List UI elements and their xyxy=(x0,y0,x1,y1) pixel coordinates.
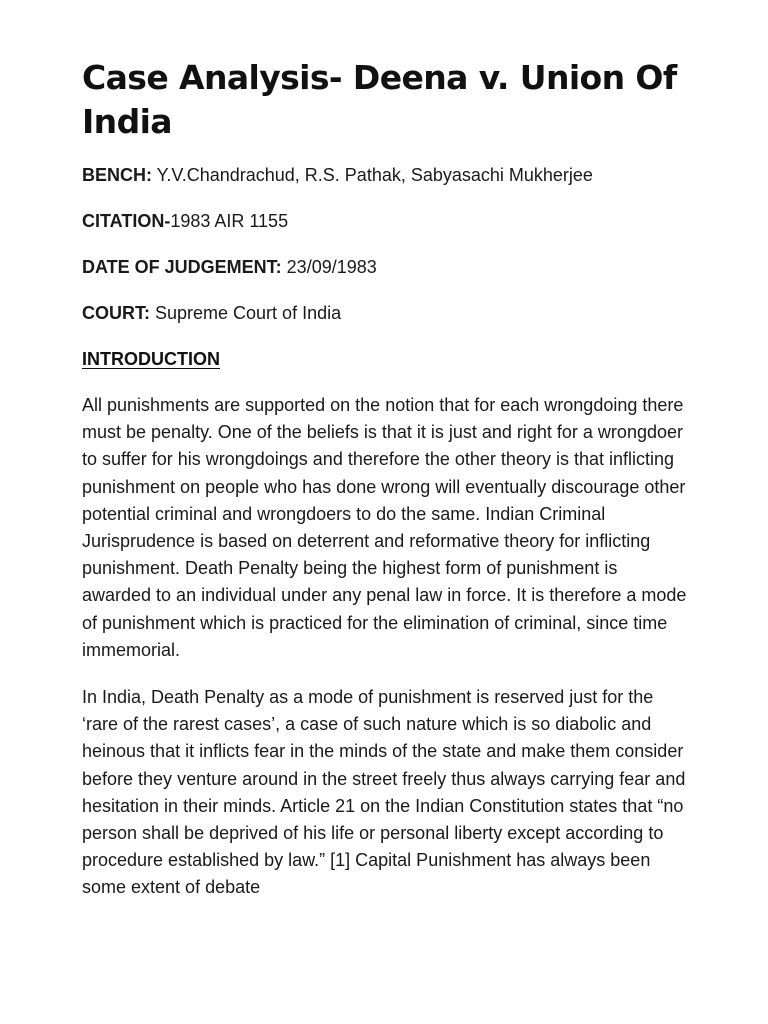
bench-label: BENCH: xyxy=(82,165,152,185)
article xyxy=(82,56,692,902)
court-label: COURT: xyxy=(82,303,150,323)
citation-value: 1983 AIR 1155 xyxy=(170,211,289,231)
date-of-judgement-label: DATE OF JUDGEMENT: xyxy=(82,257,282,277)
article-title: Case Analysis- Deena v. Union Of India xyxy=(82,58,677,141)
citation-line xyxy=(82,208,692,234)
date-of-judgement-line xyxy=(82,254,692,280)
introduction-heading: INTRODUCTION xyxy=(82,349,220,369)
bench-value: Y.V.Chandrachud, R.S. Pathak, Sabyasachi Mukherjee xyxy=(152,165,593,185)
bench-line xyxy=(82,162,692,188)
introduction-paragraph-2: In India, Death Penalty as a mode of punishment is reserved just for the ‘rare of the rarest cases’, a case of such nature which is so diabolic and heinous that it inflicts fear in the minds of the state and make them consider before they venture around in the street freely thus always carrying fear and hesitation in their minds. Article 21 on the Indian Constitution states that “no person shall be deprived of his life or personal liberty except according to procedure established by law.” [1] Capital Punishment has always been some extent of debate xyxy=(82,687,686,898)
court-line xyxy=(82,300,692,326)
court-value: Supreme Court of India xyxy=(150,303,342,323)
citation-label: CITATION- xyxy=(82,211,171,231)
introduction-paragraph-1: All punishments are supported on the notion that for each wrongdoing there must be penalty. One of the beliefs is that it is just and right for a wrongdoer to suffer for his wrongdoings and therefore the other theory is that inflicting punishment on people who has done wrong will eventually discourage other potential criminal and wrongdoers to do the same. Indian Criminal Jurisprudence is based on deterrent and reformative theory for inflicting punishment. Death Penalty being the highest form of punishment is awarded to an individual under any penal law in force. It is therefore a mode of punishment which is practiced for the elimination of criminal, since time immemorial. xyxy=(82,395,687,660)
date-of-judgement-value: 23/09/1983 xyxy=(281,257,377,277)
